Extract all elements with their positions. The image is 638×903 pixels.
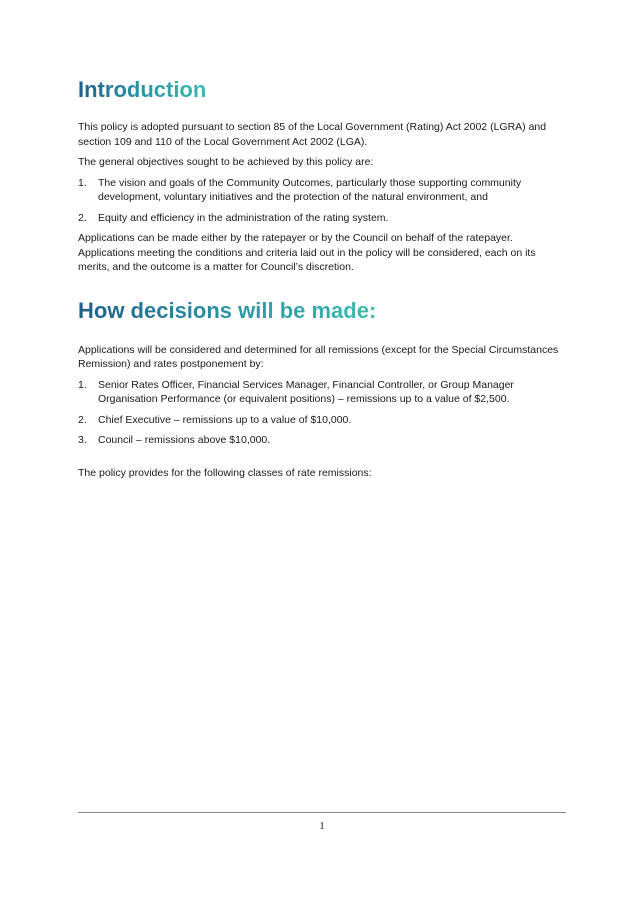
page-number: 1 xyxy=(319,820,325,832)
list-item-text: The vision and goals of the Community Outcomes, particularly those supporting community development, voluntary initiatives and the protection of the natural environment, and xyxy=(98,176,522,203)
decisions-paragraph-2: The policy provides for the following classes of rate remissions: xyxy=(78,466,372,479)
intro-paragraph-1: This policy is adopted pursuant to section 85 of the Local Government (Rating) Act 2002 (LGRA) and section 109 and 110 of the Local Government Act 2002 (LGA). xyxy=(78,121,547,148)
list-item xyxy=(78,413,566,428)
list-item-text: Chief Executive – remissions up to a value of $10,000. xyxy=(98,413,352,426)
intro-paragraph-2: The general objectives sought to be achieved by this policy are: xyxy=(78,156,374,168)
list-item-text: Council – remissions above $10,000. xyxy=(98,434,271,446)
list-item-number: 3. xyxy=(78,434,87,446)
list-item-number: 1. xyxy=(78,378,87,391)
list-item-number: 2. xyxy=(78,211,87,224)
list-item xyxy=(78,378,566,407)
list-item-number: 1. xyxy=(78,176,87,189)
intro-paragraph-3: Applications can be made either by the ratepayer or by the Council on behalf of the ratepayer. Applications meeting the conditions and criteria laid out in the policy will be considered, each on its merits, and the outcome is a matter for Council’s discretion. xyxy=(78,232,536,273)
page-content xyxy=(78,76,566,486)
footer-divider xyxy=(78,812,566,813)
objectives-list xyxy=(78,176,566,226)
list-item xyxy=(78,176,566,205)
list-item xyxy=(78,433,566,448)
decisions-heading: How decisions will be made: xyxy=(78,297,377,323)
list-item-text: Equity and efficiency in the administration of the rating system. xyxy=(98,211,389,224)
list-item-text: Senior Rates Officer, Financial Services Manager, Financial Controller, or Group Manager Organisation Performance (or equivalent positions) – remissions up to a value of $2,500. xyxy=(98,378,514,405)
list-item-number: 2. xyxy=(78,413,87,426)
list-item xyxy=(78,211,566,226)
intro-heading: Introduction xyxy=(78,77,207,102)
decision-makers-list xyxy=(78,378,566,448)
decisions-paragraph-1: Applications will be considered and determined for all remissions (except for the Special Circumstances Remission) and rates postponement by: xyxy=(78,343,559,370)
